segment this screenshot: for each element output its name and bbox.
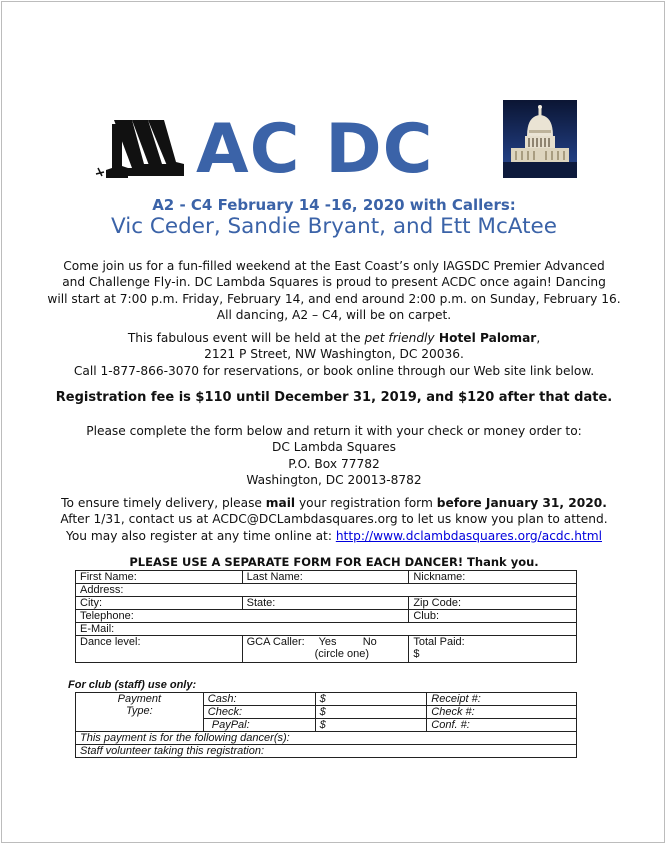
table-row — [76, 597, 577, 610]
mailing-paragraph — [40, 423, 628, 488]
state-field[interactable]: State: — [242, 597, 409, 610]
intro-line: and Challenge Fly-in. DC Lambda Squares is proud to present ACDC once again! Dancing — [62, 275, 606, 290]
hotel-name: Hotel Palomar — [434, 331, 537, 345]
gca-caller-label: GCA Caller: — [246, 636, 305, 648]
staff-section-title: For club (staff) use only: — [68, 679, 197, 691]
venue-line-1 — [40, 330, 628, 346]
event-title: AC DC — [196, 110, 434, 189]
intro-line: will start at 7:00 p.m. Friday, February 14, and end around 2:00 p.m. on Sunday, February 16. — [47, 291, 621, 306]
club-field[interactable]: Club: — [409, 610, 577, 623]
delivery-line-1 — [40, 495, 628, 511]
first-name-field[interactable]: First Name: — [76, 571, 243, 584]
registration-link[interactable]: http://www.dclambdasquares.org/acdc.html — [335, 528, 602, 543]
registration-form — [75, 570, 577, 663]
delivery-text: your registration form — [295, 496, 437, 510]
payment-for-field[interactable]: This payment is for the following dancer(s): — [76, 732, 577, 745]
dance-level-field[interactable]: Dance level: — [76, 636, 243, 663]
online-text: You may also register at any time online at: — [66, 528, 336, 543]
total-paid-field[interactable] — [409, 636, 577, 663]
email-field[interactable]: E-Mail: — [76, 623, 577, 636]
venue-comma: , — [536, 331, 541, 345]
table-row — [76, 693, 577, 706]
paypal-field[interactable]: PayPal: — [203, 719, 315, 732]
type-label: Type: — [126, 705, 153, 717]
total-paid-dollar: $ — [413, 648, 420, 660]
zip-field[interactable]: Zip Code: — [409, 597, 577, 610]
delivery-line-3 — [40, 528, 628, 544]
table-row — [76, 584, 577, 597]
venue-paragraph — [40, 330, 628, 379]
receipt-field[interactable]: Receipt #: — [427, 693, 577, 706]
pet-friendly-text: pet friendly — [364, 331, 435, 345]
deadline-emphasis: before January 31, 2020. — [436, 496, 607, 510]
intro-line: All dancing, A2 – C4, will be on carpet. — [216, 307, 452, 322]
mailing-city: Washington, DC 20013-8782 — [246, 472, 422, 487]
staff-volunteer-field[interactable]: Staff volunteer taking this registration: — [76, 745, 577, 758]
intro-paragraph — [40, 258, 628, 323]
confirmation-field[interactable]: Conf. #: — [427, 719, 577, 732]
payment-type-label — [76, 693, 204, 732]
check-amount[interactable]: $ — [315, 706, 427, 719]
delivery-text: To ensure timely delivery, please — [61, 496, 266, 510]
city-field[interactable]: City: — [76, 597, 243, 610]
gca-yes-option[interactable]: Yes — [318, 636, 337, 648]
intro-line: Come join us for a fun-filled weekend at the East Coast’s only IAGSDC Premier Advanced — [63, 259, 605, 273]
mailing-instructions: Please complete the form below and return it with your check or money order to: — [86, 424, 582, 438]
cash-field[interactable]: Cash: — [203, 693, 315, 706]
circle-one-note: (circle one) — [314, 648, 370, 660]
delivery-paragraph — [40, 495, 628, 544]
form-title: PLEASE USE A SEPARATE FORM FOR EACH DANCER! Thank you. — [129, 555, 539, 569]
table-row — [76, 623, 577, 636]
total-paid-label: Total Paid: — [413, 636, 465, 648]
last-name-field[interactable]: Last Name: — [242, 571, 409, 584]
address-field[interactable]: Address: — [76, 584, 577, 597]
check-number-field[interactable]: Check #: — [427, 706, 577, 719]
paypal-amount[interactable]: $ — [315, 719, 427, 732]
cash-amount[interactable]: $ — [315, 693, 427, 706]
staff-use-table — [75, 692, 577, 758]
delivery-line-2: After 1/31, contact us at ACDC@DCLambdasquares.org to let us know you plan to attend. — [60, 512, 608, 527]
table-row — [76, 610, 577, 623]
venue-phone-line: Call 1-877-866-3070 for reservations, or book online through our Web site link below. — [73, 363, 595, 378]
venue-text: This fabulous event will be held at the — [127, 331, 365, 345]
event-dates: A2 - C4 February 14 -16, 2020 with Callers: — [152, 196, 516, 214]
nickname-field[interactable]: Nickname: — [409, 571, 577, 584]
mailing-po-box: P.O. Box 77782 — [288, 456, 380, 471]
mailing-org: DC Lambda Squares — [272, 440, 396, 455]
gca-caller-field[interactable] — [242, 636, 409, 663]
table-row — [76, 571, 577, 584]
gca-no-option[interactable]: No — [362, 636, 377, 648]
callers-line: Vic Ceder, Sandie Bryant, and Ett McAtee — [111, 214, 557, 239]
telephone-field[interactable]: Telephone: — [76, 610, 409, 623]
capitol-photo — [503, 100, 577, 178]
registration-fee: Registration fee is $110 until December 31, 2019, and $120 after that date. — [55, 390, 613, 405]
check-field[interactable]: Check: — [203, 706, 315, 719]
mail-emphasis: mail — [265, 496, 296, 510]
table-row — [76, 636, 577, 663]
dancers-logo — [92, 118, 188, 186]
table-row — [76, 745, 577, 758]
payment-label: Payment — [117, 693, 162, 705]
table-row — [76, 732, 577, 745]
venue-address: 2121 P Street, NW Washington, DC 20036. — [204, 347, 464, 362]
